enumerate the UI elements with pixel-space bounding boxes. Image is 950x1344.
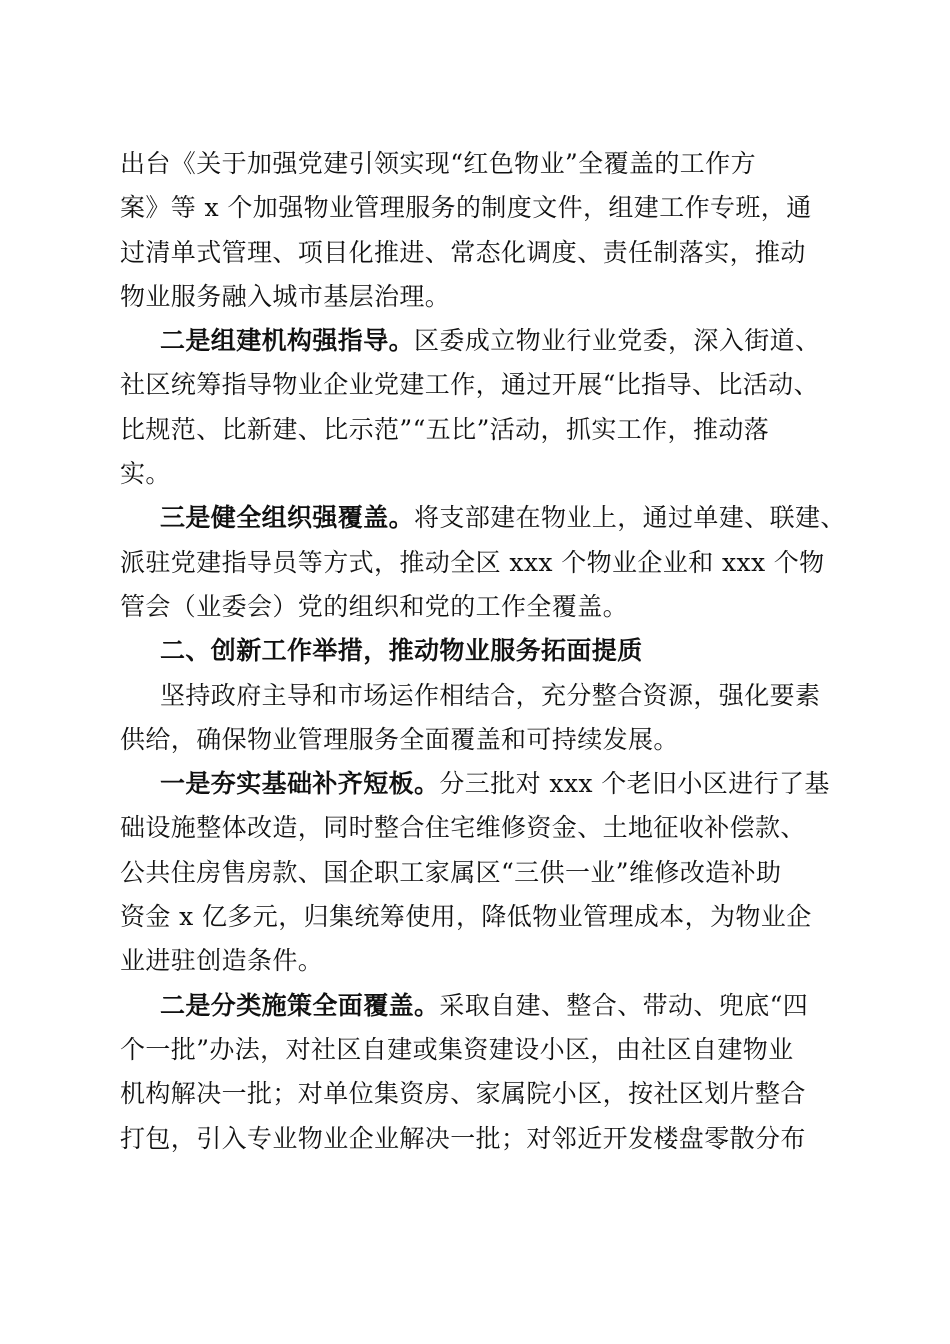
paragraph-improve-organization <box>120 496 846 629</box>
text-line: 管会（业委会）党的组织和党的工作全覆盖。 <box>120 591 629 621</box>
paragraph-text: 分三批对 xxx 个老旧小区进行了基 <box>439 769 830 799</box>
text-line: 业进驻创造条件。 <box>120 946 324 976</box>
paragraph-continuation <box>120 142 832 319</box>
paragraph-classified-policy <box>120 984 832 1161</box>
text-line: 打包，引入专业物业企业解决一批；对邻近开发楼盘零散分布 <box>120 1123 806 1153</box>
section-heading <box>120 629 832 673</box>
text-line: 社区统筹指导物业企业党建工作，通过开展“比指导、比活动、 <box>120 370 819 400</box>
text-line: 出台《关于加强党建引领实现“红色物业”全覆盖的工作方 <box>120 149 756 178</box>
text-line: 物业服务融入城市基层治理。 <box>120 281 451 311</box>
text-line: 过清单式管理、项目化推进、常态化调度、责任制落实，推动 <box>120 237 806 267</box>
text-line: 础设施整体改造，同时整合住宅维修资金、土地征收补偿款、 <box>120 813 806 843</box>
text-line: 资金 x 亿多元，归集统筹使用，降低物业管理成本，为物业企 <box>120 902 812 932</box>
paragraph-lead: 三是健全组织强覆盖。 <box>160 503 415 533</box>
paragraph-section-intro <box>120 674 832 763</box>
text-line: 供给，确保物业管理服务全面覆盖和可持续发展。 <box>120 724 679 754</box>
paragraph-lead: 二是组建机构强指导。 <box>160 326 415 356</box>
paragraph-text: 区委成立物业行业党委，深入街道、 <box>414 326 821 356</box>
paragraph-lead: 二是分类施策全面覆盖。 <box>160 990 440 1020</box>
paragraph-lead: 一是夯实基础补齐短板。 <box>160 769 440 799</box>
text-line <box>120 319 832 363</box>
text-line <box>120 496 846 540</box>
document-body <box>120 142 846 1161</box>
text-line: 派驻党建指导员等方式，推动全区 xxx 个物业企业和 xxx 个物 <box>120 547 825 577</box>
text-line: 机构解决一批；对单位集资房、家属院小区，按社区划片整合 <box>120 1079 806 1109</box>
paragraph-establish-institutions <box>120 319 832 496</box>
paragraph-text: 采取自建、整合、带动、兜底“四 <box>439 990 809 1020</box>
paragraph-strengthen-foundation <box>120 762 832 983</box>
text-line: 个一批”办法，对社区自建或集资建设小区，由社区自建物业 <box>120 1034 794 1064</box>
text-line: 比规范、比新建、比示范”“五比”活动，抓实工作，推动落 <box>120 414 770 444</box>
text-line: 坚持政府主导和市场运作相结合，充分整合资源，强化要素 <box>160 680 821 710</box>
text-line: 公共住房售房款、国企职工家属区“三供一业”维修改造补助 <box>120 857 782 887</box>
text-line: 案》等 x 个加强物业管理服务的制度文件，组建工作专班，通 <box>120 193 812 223</box>
paragraph-text: 将支部建在物业上，通过单建、联建、 <box>414 503 846 533</box>
text-line <box>120 762 832 806</box>
text-line: 实。 <box>120 459 171 489</box>
heading-text: 二、创新工作举措，推动物业服务拓面提质 <box>160 636 643 666</box>
text-line <box>120 984 832 1028</box>
